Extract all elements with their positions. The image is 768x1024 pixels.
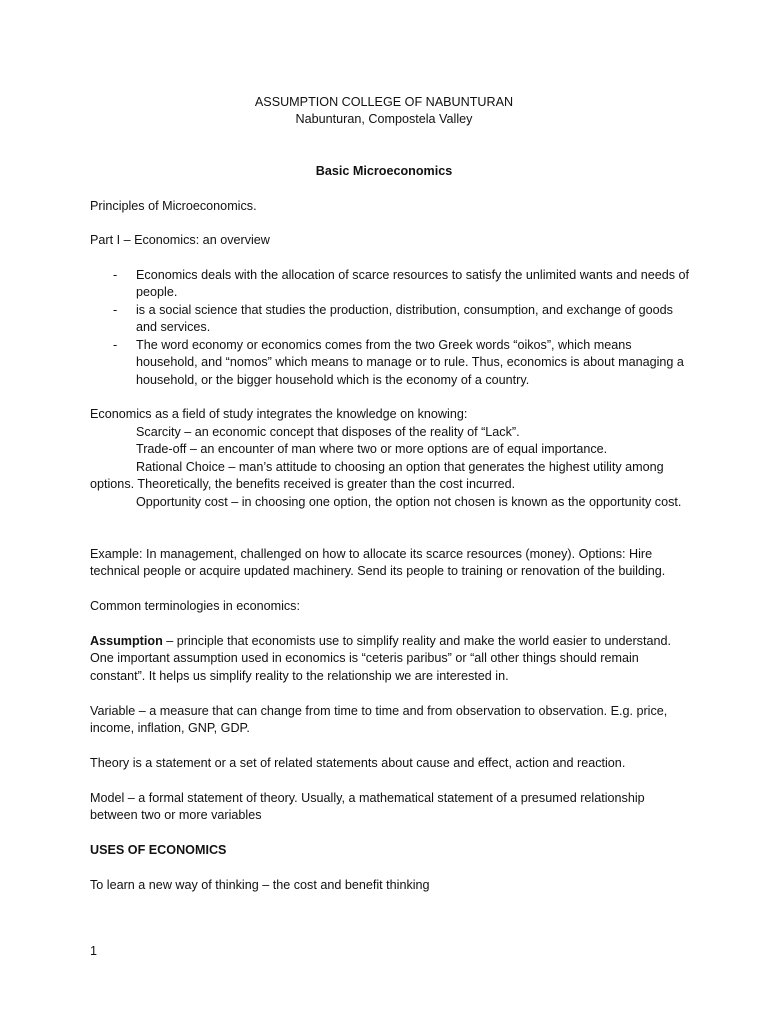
assumption-paragraph bbox=[90, 633, 690, 685]
theory-paragraph: Theory is a statement or a set of related statements about cause and effect, action and reaction. bbox=[90, 756, 626, 770]
variable-paragraph: Variable – a measure that can change from time to time and from observation to observation. E.g. price, income, inflation, GNP, GDP. bbox=[90, 704, 668, 736]
model-paragraph: Model – a formal statement of theory. Usually, a mathematical statement of a presumed relationship between two or more variables bbox=[90, 791, 645, 823]
list-item-text: Economics deals with the allocation of scarce resources to satisfy the unlimited wants and needs of people. bbox=[136, 268, 690, 300]
page-number: 1 bbox=[90, 944, 98, 958]
concept-opportunity-cost: Opportunity cost – in choosing one option, the option not chosen is known as the opportunity cost. bbox=[136, 495, 682, 509]
uses-heading: USES OF ECONOMICS bbox=[90, 843, 227, 857]
list-dash: - bbox=[113, 268, 118, 282]
institution-name: ASSUMPTION COLLEGE OF NABUNTURAN bbox=[254, 95, 514, 109]
field-of-study-lead: Economics as a field of study integrates the knowledge on knowing: bbox=[90, 407, 468, 421]
uses-first-item: To learn a new way of thinking – the cost and benefit thinking bbox=[90, 878, 430, 892]
example-paragraph: Example: In management, challenged on how to allocate its scarce resources (money). Options: Hire technical people or acquire updated machinery. Send its people to training or renovation of the building. bbox=[90, 547, 666, 579]
assumption-definition: – principle that economists use to simplify reality and make the world easier to understand. One important assumption used in economics is “ceteris paribus” or “all other things should remain constant”. It helps us simplify reality to the relationship we are interested in. bbox=[90, 634, 671, 683]
concept-tradeoff: Trade-off – an encounter of man where two or more options are of equal importance. bbox=[136, 442, 608, 456]
list-dash: - bbox=[113, 338, 118, 352]
institution-location: Nabunturan, Compostela Valley bbox=[295, 112, 473, 126]
terminologies-heading: Common terminologies in economics: bbox=[90, 599, 300, 613]
section-heading: Part I – Economics: an overview bbox=[90, 233, 270, 247]
document-title: Basic Microeconomics bbox=[315, 164, 453, 178]
assumption-term: Assumption bbox=[90, 634, 163, 648]
course-subtitle: Principles of Microeconomics. bbox=[90, 199, 257, 213]
concept-rational-choice: Rational Choice – man’s attitude to choosing an option that generates the highest utility among options. Theoretically, the benefits received is greater than the cost incurred. bbox=[90, 460, 664, 492]
list-dash: - bbox=[113, 303, 118, 317]
list-item-text: is a social science that studies the production, distribution, consumption, and exchange of goods and services. bbox=[136, 303, 673, 335]
list-item-text: The word economy or economics comes from the two Greek words “oikos”, which means household, and “nomos” which means to manage or to rule. Thus, economics is about managing a household, or the bigger household which is the economy of a country. bbox=[136, 338, 684, 387]
concept-scarcity: Scarcity – an economic concept that disposes of the reality of “Lack”. bbox=[136, 425, 520, 439]
